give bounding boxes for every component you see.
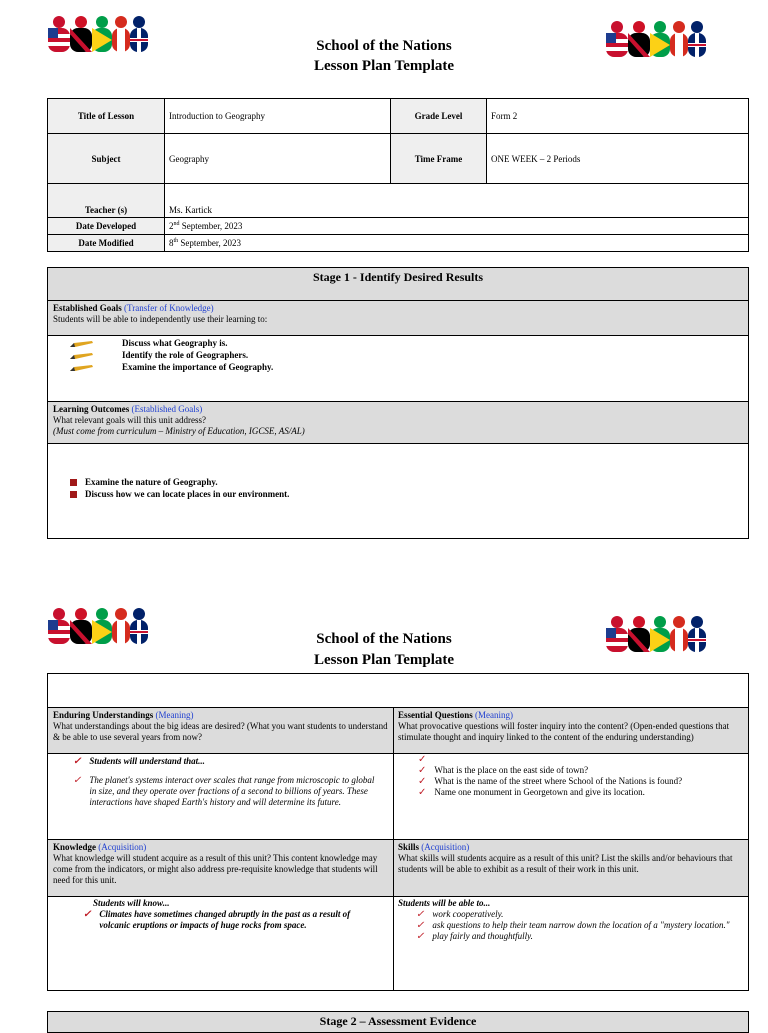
stage1-continued-section xyxy=(47,673,749,991)
goal-item: Identify the role of Geographers. xyxy=(70,349,748,361)
goal-item: Discuss what Geography is. xyxy=(70,337,748,349)
skills-content: Students will be able to... ✓ work cooperatively. ✓ ask questions to help their team narrow down the location of a "mystery location." ✓ play fairly and thoughtfully. xyxy=(398,898,730,942)
pencil-icon xyxy=(70,341,94,347)
outcome-item: Discuss how we can locate places in our environment. xyxy=(70,488,748,500)
stage2-section xyxy=(47,1011,749,1033)
stage1-section xyxy=(47,267,749,539)
check-icon: ✓ xyxy=(418,765,427,776)
check-icon: ✓ xyxy=(416,920,425,931)
check-icon: ✓ xyxy=(418,754,427,765)
outcome-item: Examine the nature of Geography. xyxy=(70,476,748,488)
eu-content: ✓ Students will understand that... ✓ The planet's systems interact over scales that range from microscopic to global in size, and they operate over fractions of a second to billions of years. These interactions have shaped Earth's history and will determine its future. xyxy=(73,756,375,807)
stage1-title: Stage 1 - Identify Desired Results xyxy=(48,268,748,301)
developed-value: 2nd September, 2023 xyxy=(165,218,749,235)
developed-label: Date Developed xyxy=(48,218,165,235)
check-icon: ✓ xyxy=(418,787,427,798)
knowledge-content: Students will know... ✓ Climates have sometimes changed abruptly in the past as a result of volcanic eruptions or impacts of huge rocks from space. xyxy=(83,898,351,930)
check-icon: ✓ xyxy=(73,756,82,767)
pencil-icon xyxy=(70,353,94,359)
knowledge-header: Knowledge (Acquisition) What knowledge will student acquire as a result of this unit? This content knowledge may come from the indicators, or might also address pre-requisite knowledge that students will need for this unit. xyxy=(53,842,378,885)
square-bullet-icon xyxy=(70,491,77,498)
check-icon: ✓ xyxy=(416,931,425,942)
grade-value: Form 2 xyxy=(487,99,749,134)
check-icon: ✓ xyxy=(418,776,427,787)
subject-value: Geography xyxy=(165,134,391,184)
template-title-page2: Lesson Plan Template xyxy=(313,652,455,668)
skills-header: Skills (Acquisition) What skills will students acquire as a result of this unit? List the skills and/or behaviours that students will be able to exhibit as a result of their work in this unit. xyxy=(398,842,733,874)
outcomes-list xyxy=(48,444,748,500)
outcomes-header: Learning Outcomes (Established Goals) What relevant goals will this unit address? (Must come from curriculum – Ministry of Education, IGCSE, AS/AL) xyxy=(48,402,748,444)
time-value: ONE WEEK – 2 Periods xyxy=(487,134,749,184)
goals-header: Established Goals (Transfer of Knowledge) Students will be able to independently use their learning to: xyxy=(48,301,748,336)
time-label: Time Frame xyxy=(391,134,487,184)
check-icon: ✓ xyxy=(73,775,82,786)
subject-label: Subject xyxy=(48,134,165,184)
grade-label: Grade Level xyxy=(391,99,487,134)
school-title-page2: School of the Nations xyxy=(316,631,452,647)
eq-content: ✓ ✓ What is the place on the east side of town? ✓ What is the name of the street where School of the Nations is found? ✓ Name one monument in Georgetown and give its location. xyxy=(418,754,683,798)
check-icon: ✓ xyxy=(83,909,92,920)
modified-value: 8th September, 2023 xyxy=(165,235,749,252)
lesson-info-table xyxy=(47,98,749,252)
school-title: School of the Nations xyxy=(316,38,452,54)
template-title: Lesson Plan Template xyxy=(313,58,455,74)
title-label: Title of Lesson xyxy=(48,99,165,134)
check-icon: ✓ xyxy=(416,909,425,920)
eq-header: Essential Questions (Meaning) What provocative questions will foster inquiry into the content? (Open-ended questions that stimulate thought and inquiry linked to the content of the enduring understanding) xyxy=(398,710,730,742)
eu-header: Enduring Understandings (Meaning) What understandings about the big ideas are desired? (What you want students to understand & be able to use several years from now? xyxy=(53,710,388,742)
stage2-title: Stage 2 – Assessment Evidence xyxy=(319,1014,477,1028)
pencil-icon xyxy=(70,365,94,371)
square-bullet-icon xyxy=(70,479,77,486)
teacher-label: Teacher (s) xyxy=(48,184,165,218)
goal-item: Examine the importance of Geography. xyxy=(70,361,748,373)
goals-list xyxy=(48,336,748,402)
modified-label: Date Modified xyxy=(48,235,165,252)
title-value: Introduction to Geography xyxy=(165,99,391,134)
teacher-value: Ms. Kartick xyxy=(165,184,749,218)
